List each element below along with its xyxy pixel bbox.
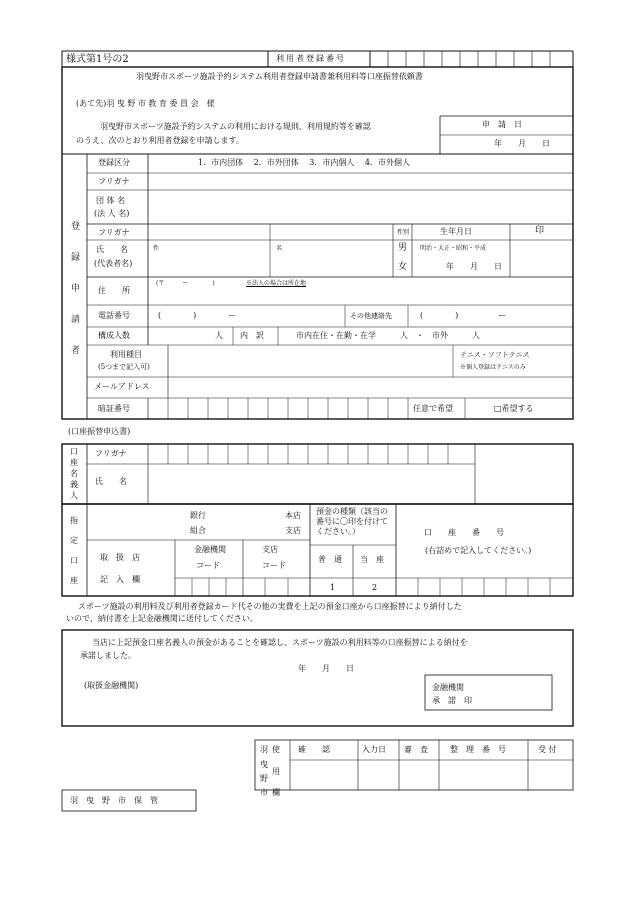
bank-seal-label: 金融機関 <box>432 683 464 692</box>
pin-label: 暗証番号 <box>98 404 130 413</box>
office-side-char: 羽 <box>260 745 268 754</box>
storage-label: 羽 曳 野 市 保 管 <box>70 796 158 805</box>
application-date-label: 申 請 日 <box>482 120 522 129</box>
tennis-label: テニス・ソフトテニス <box>460 351 530 359</box>
furigana-label-2: フリガナ <box>98 228 130 237</box>
designated-side-char: 指 <box>70 516 78 525</box>
holder-side-char: 口 <box>70 447 78 456</box>
address-label: 住 所 <box>98 286 130 295</box>
usage-label: 利用種目 <box>110 350 142 359</box>
coop-label: 組合 <box>190 526 206 535</box>
office-side-char: 市 <box>260 788 268 797</box>
org-name-label-sub: (法 人 名) <box>94 209 130 218</box>
male-option[interactable]: 男 <box>398 243 408 253</box>
holder-side-char: 義 <box>70 480 78 489</box>
side-label-char: 録 <box>71 253 81 263</box>
office-col-confirm: 確 認 <box>298 745 330 754</box>
intro-line-2: のうえ、次のとおり利用者登録を申請します。 <box>76 136 244 145</box>
branch-code-sub: コード <box>262 561 286 570</box>
wish-checkbox[interactable]: □希望する <box>494 404 534 413</box>
handling-bank-label: (取扱金融機関) <box>84 681 139 690</box>
registration-no-field[interactable] <box>371 52 572 66</box>
seal-label: 印 <box>535 226 545 236</box>
handling-store-label: 取 扱 店 <box>100 553 140 562</box>
usage-label-sub: (5つまで記入可) <box>98 363 150 371</box>
holder-side-char: 座 <box>70 458 78 467</box>
holder-furigana-label: フリガナ <box>95 449 127 458</box>
phone-field[interactable]: ( ) ー <box>158 311 237 320</box>
designated-side-char: 座 <box>70 576 78 585</box>
other-contact-label: その他連絡先 <box>350 312 392 320</box>
fi-code-sub: コード <box>196 561 220 570</box>
org-name-label: 団 体 名 <box>96 196 126 205</box>
email-input[interactable] <box>169 378 572 397</box>
birthdate-label: 生年月日 <box>440 227 472 236</box>
email-label: メールアドレス <box>94 382 150 391</box>
members-unit: 人 <box>215 331 223 340</box>
surname-label: 性 <box>153 245 160 252</box>
postal-code-field[interactable]: (〒 ー ) <box>156 280 215 287</box>
holder-side-char: 人 <box>70 491 78 500</box>
notice-line-1: スポーツ施設の利用料及び利用者登録カード代その他の実費を上記の預金口座から口座振替により納付した <box>78 602 462 611</box>
side-label-char: 登 <box>71 222 81 232</box>
office-col-input-date: 入力日 <box>362 745 386 754</box>
account-no-label: 口 座 番 号 <box>424 528 504 537</box>
office-col-reception: 受 付 <box>538 745 557 754</box>
category-options[interactable]: 1．市内団体 2．市外団体 3．市内個人 4．市外個人 <box>198 158 410 167</box>
office-side-char: 曳 <box>260 760 268 769</box>
current-number[interactable]: 2 <box>372 583 378 592</box>
usage-input[interactable] <box>169 346 452 376</box>
side-label-char: 請 <box>71 315 81 325</box>
application-date-field[interactable]: 年 月 日 <box>494 139 550 148</box>
form-title: 羽曳野市スポーツ施設予約システム利用者登録申請書兼利用料等口座振替依頼書 <box>136 72 423 81</box>
phone-label: 電話番号 <box>98 311 130 320</box>
designated-side-char: 定 <box>70 536 78 545</box>
name-label: 氏 名 <box>96 245 128 254</box>
current-label: 当 座 <box>360 555 384 564</box>
intro-line-1: 羽曳野市スポーツ施設予約システムの利用における規則、利用規約等を確認 <box>100 122 371 131</box>
office-col-review: 審 査 <box>404 745 428 754</box>
pin-input[interactable] <box>149 399 407 418</box>
deposit-type-label: 預金の種類（該当の番号に〇印を付けてください。） <box>316 507 388 536</box>
form-number: 様式第1号の2 <box>66 54 129 65</box>
era-options[interactable]: 明治・大正・昭和・平成 <box>420 245 487 252</box>
holder-furigana-input[interactable] <box>149 445 474 463</box>
side-label-char: 者 <box>71 346 81 356</box>
branch-label: 支店 <box>285 526 301 535</box>
optional-label: 任意で希望 <box>413 404 453 413</box>
bank-seal-label-2: 承 諾 印 <box>432 696 472 705</box>
confirmation-line-1: 当店に上記預金口座名義人の預金があることを確認し、スポーツ施設の利用料等の口座振替による納付を <box>92 638 468 647</box>
designated-side-char: 口 <box>70 556 78 565</box>
confirmation-line-2: 承諾しました。 <box>80 651 136 660</box>
account-no-note: (右詰めで記入してください。) <box>425 546 532 555</box>
confirmation-date[interactable]: 年 月 日 <box>298 664 354 673</box>
side-label-char: 申 <box>71 284 81 294</box>
tennis-note: ※個人登録はテニスのみ <box>460 364 526 371</box>
office-side-char: 野 <box>260 774 268 783</box>
org-name-input[interactable] <box>149 191 572 223</box>
head-office-label: 本店 <box>285 511 301 520</box>
other-contact-field[interactable]: ( ) ー <box>420 311 507 320</box>
given-name-label: 名 <box>276 245 283 252</box>
bank-label: 銀行 <box>190 511 206 520</box>
org-furigana-input[interactable] <box>149 174 572 189</box>
members-label: 構成人数 <box>98 331 130 340</box>
name-label-sub: (代表者名) <box>94 259 133 268</box>
account-heading: (口座振替申込書) <box>68 427 131 436</box>
account-number-input[interactable] <box>397 579 572 595</box>
office-col-ref-no: 整 理 番 号 <box>450 745 506 754</box>
handling-store-label-2: 記 入 欄 <box>100 575 140 584</box>
birth-date-field[interactable]: 年 月 日 <box>446 262 502 271</box>
breakdown-text[interactable]: 市内在住・在勤・在学 人 ・ 市外 人 <box>296 331 480 340</box>
office-side-char: 使 <box>272 745 280 754</box>
branch-code-label: 支店 <box>262 545 278 554</box>
addressee: (あて先)羽 曳 野 市 教 育 委 員 会 様 <box>76 99 215 108</box>
holder-side-char: 名 <box>70 469 78 478</box>
sex-label: 性別 <box>397 229 410 236</box>
registration-no-label: 利用者登録番号 <box>276 54 346 63</box>
holder-name-input[interactable] <box>149 465 474 503</box>
female-option[interactable]: 女 <box>398 262 408 272</box>
fi-code-label: 金融機関 <box>194 545 226 554</box>
ordinary-label: 普 通 <box>318 555 342 564</box>
office-side-char: 欄 <box>272 788 280 797</box>
breakdown-label: 内 訳 <box>240 331 264 340</box>
ordinary-number[interactable]: 1 <box>330 583 336 592</box>
holder-name-label: 氏 名 <box>95 477 127 486</box>
notice-line-2: いので、納付書を上記金融機関に送付してください。 <box>66 614 258 623</box>
address-note: ※法人の場合は所在地 <box>246 280 307 287</box>
office-side-char: 用 <box>272 767 280 776</box>
furigana-label: フリガナ <box>98 177 130 186</box>
category-label: 登録区分 <box>98 158 130 167</box>
